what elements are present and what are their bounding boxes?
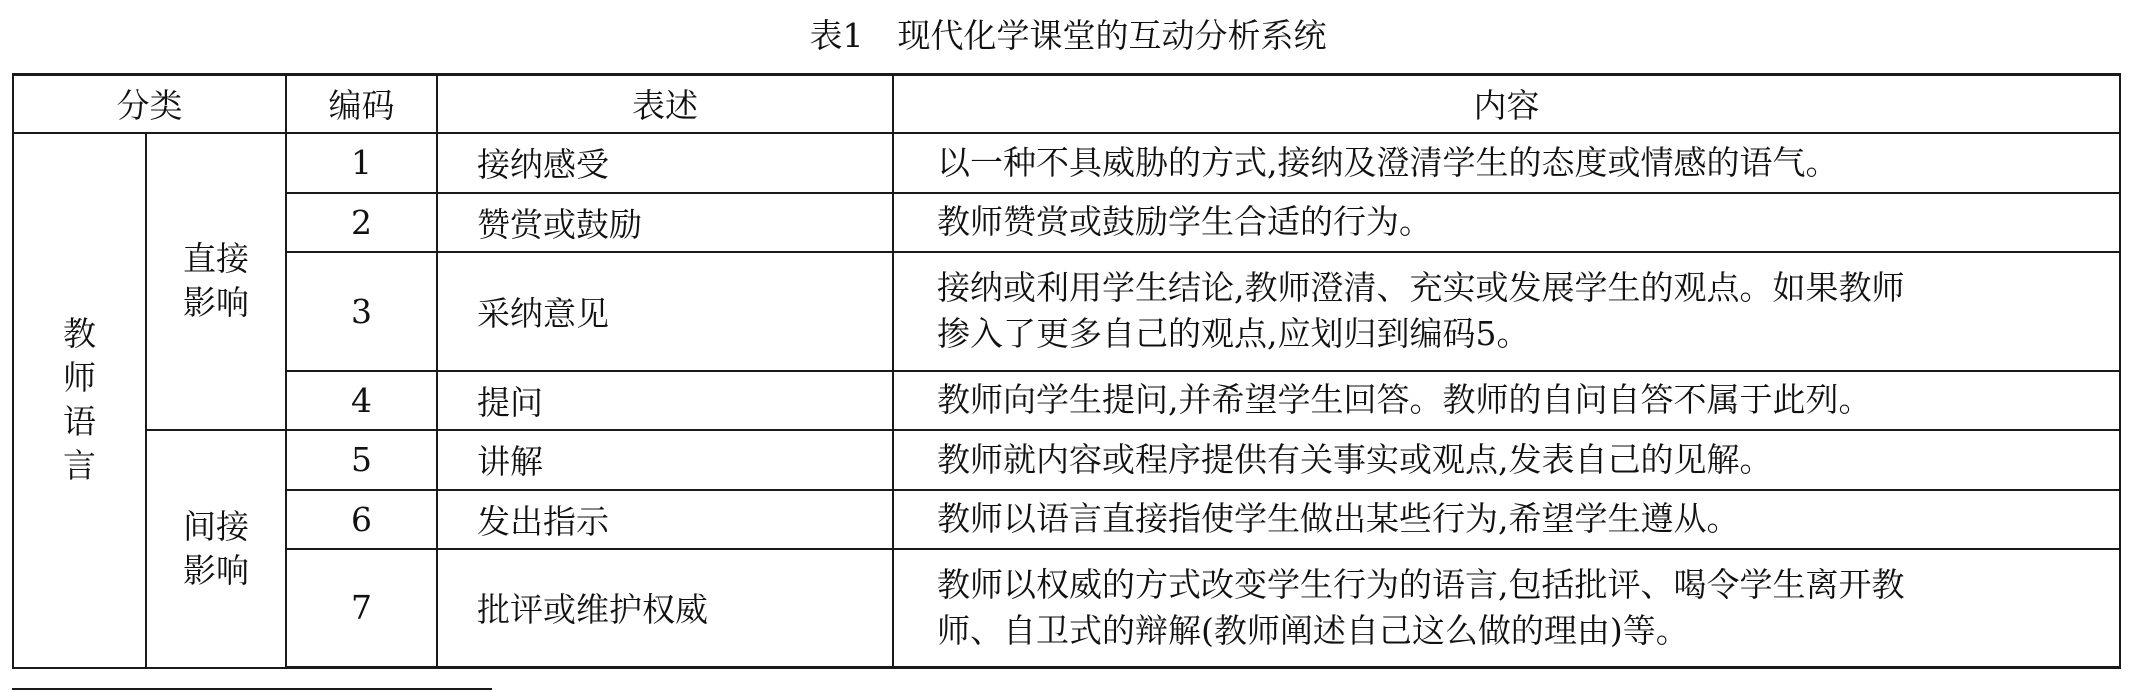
code-cell: 1 [286,133,437,193]
header-content: 内容 [893,75,2120,133]
expression-cell: 采纳意见 [437,252,893,371]
header-category: 分类 [13,75,286,133]
table-row [13,430,2120,490]
expression-cell: 提问 [437,371,893,430]
expression-cell: 赞赏或鼓励 [437,193,893,252]
expression-cell: 讲解 [437,430,893,490]
content-cell [893,490,2120,549]
group-char: 师 [63,358,96,397]
group-char: 教 [63,314,96,353]
content-cell [893,430,2120,490]
group-char: 语 [63,402,96,441]
expression-cell: 发出指示 [437,490,893,549]
content-cell [893,133,2120,193]
expression-cell: 接纳感受 [437,133,893,193]
code-cell: 2 [286,193,437,252]
header-expression: 表述 [437,75,893,133]
content-line: 教师向学生提问,并希望学生回答。教师的自问自答不属于此列。 [937,380,1872,419]
table-row [13,133,2120,193]
content-cell [893,252,2120,371]
code-cell: 3 [286,252,437,371]
table-row [13,371,2120,430]
table-row [13,252,2120,371]
subgroup-indirect [146,430,286,668]
expression-cell: 批评或维护权威 [437,549,893,668]
interaction-analysis-table [12,73,2121,669]
table-caption [0,12,2136,60]
content-line: 教师以语言直接指使学生做出某些行为,希望学生遵从。 [937,499,1740,538]
content-line: 师、自卫式的辩解(教师阐述自己这么做的理由)等。 [937,610,1689,650]
content-line: 掺入了更多自己的观点,应划归到编码5。 [937,314,1530,353]
subgroup-direct [146,133,286,430]
content-cell [893,549,2120,668]
table-title: 现代化学课堂的互动分析系统 [897,16,1327,55]
content-cell [893,193,2120,252]
code-cell: 7 [286,549,437,668]
table-row [13,549,2120,668]
subgroup-line: 直接 [183,239,249,278]
content-cell [893,371,2120,430]
code-cell: 6 [286,490,437,549]
table-label: 表1 [809,16,864,55]
table-row [13,490,2120,549]
content-line: 教师以权威的方式改变学生行为的语言,包括批评、喝令学生离开教 [937,564,1905,604]
header-row [13,75,2120,133]
content-line: 教师就内容或程序提供有关事实或观点,发表自己的见解。 [937,439,1773,479]
subgroup-line: 影响 [183,283,249,322]
content-line: 教师赞赏或鼓励学生合适的行为。 [937,202,1432,241]
subgroup-line: 间接 [183,506,249,546]
code-cell: 4 [286,371,437,430]
code-cell: 5 [286,430,437,490]
content-line: 接纳或利用学生结论,教师澄清、充实或发展学生的观点。如果教师 [937,268,1905,307]
table-row [13,193,2120,252]
header-code: 编码 [286,75,437,133]
content-line: 以一种不具威胁的方式,接纳及澄清学生的态度或情感的语气。 [937,142,1839,182]
group-teacher-language [13,133,146,668]
group-char: 言 [63,446,96,485]
subgroup-line: 影响 [183,550,249,590]
footnote-divider [12,688,492,690]
